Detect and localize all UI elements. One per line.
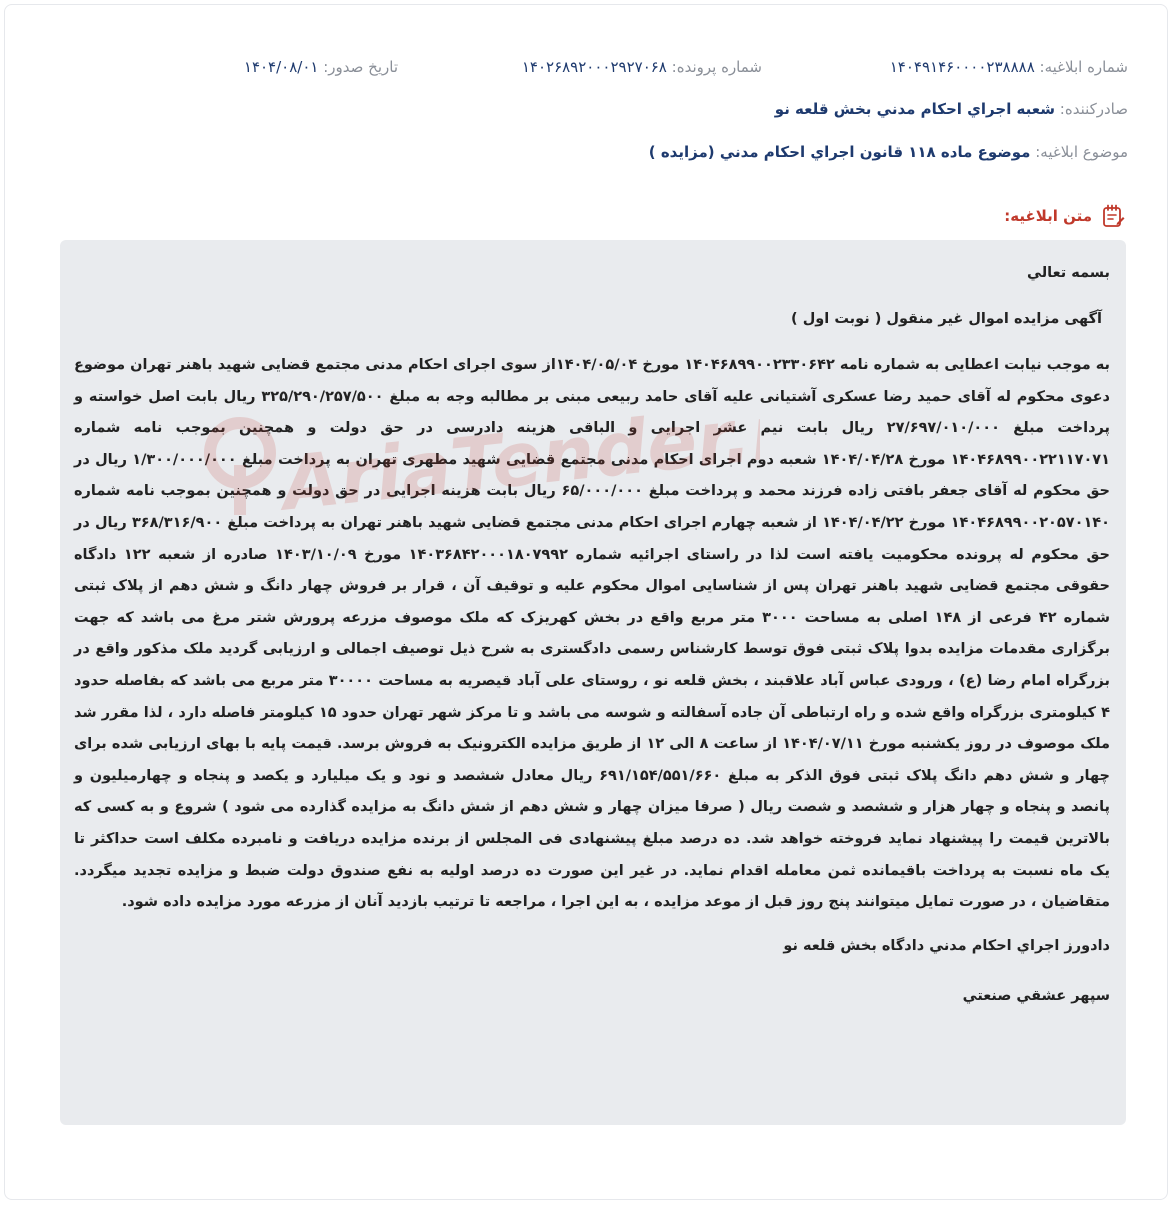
issue-date-label: تاریخ صدور: — [323, 58, 398, 76]
issuer — [775, 100, 1128, 118]
notice-subject — [649, 143, 1128, 161]
notice-body: به موجب نیابت اعطایی به شماره نامه ۱۴۰۴۶۸۹۹۰۰۲۳۳۰۶۴۲ مورخ ۱۴۰۴/۰۵/۰۴از سوی اجرای احکام مدنی مجتمع قضایی شهید باهنر تهران موضوع دعوی محکوم له آقای حمید رضا عسکری آشتیانی علیه آقای حامد ربیعی مبنی بر مطالبه وجه به مبلغ ۳۲۵/۲۹۰/۲۵۷/۵۰۰ ریال بابت اصل خواسته و پرداخت مبلغ ۲۷/۶۹۷/۰۱۰/۰۰۰ ریال بابت نیم عشر اجرایی و الباقی هزینه دادرسی در حق دولت و همچنین بموجب نامه شماره ۱۴۰۴۶۸۹۹۰۰۲۲۱۱۷۰۷۱ مورخ ۱۴۰۴/۰۴/۲۸ شعبه دوم اجرای احکام مدنی مجتمع قضایی شهید مطهری تهران به پرداخت مبلغ ۱/۳۰۰/۰۰۰/۰۰۰ ریال در حق محکوم له آقای جعفر بافتی زاده فرزند محمد و پرداخت مبلغ ۶۵/۰۰۰/۰۰۰ ریال بابت هزینه اجرایی در حق دولت و همچنین بموجب نامه شماره ۱۴۰۴۶۸۹۹۰۰۲۰۵۷۰۱۴۰ مورخ ۱۴۰۴/۰۴/۲۲ از شعبه چهارم اجرای احکام مدنی مجتمع قضایی شهید باهنر تهران به پرداخت مبلغ ۳۶۸/۳۱۶/۹۰۰ ریال در حق محکوم له پرونده محکومیت یافته است لذا در راستای اجرائیه شماره ۱۴۰۳۶۸۴۲۰۰۰۱۸۰۷۹۹۲ مورخ ۱۴۰۳/۱۰/۰۹ صادره از شعبه ۱۲۲ دادگاه حقوقی مجتمع قضایی شهید باهنر تهران پس از شناسایی اموال محکوم علیه و توقیف آن ، قرار بر فروش چهار دانگ و شش دهم از پلاک ثبتی شماره ۴۲ فرعی از ۱۴۸ اصلی به مساحت ۳۰۰۰ متر مربع واقع در بخش کهریزک که ملک موصوف مزرعه پرورش شتر مرغ می باشد که جهت برگزاری مقدمات مزایده بدوا پلاک ثبتی فوق توسط کارشناس رسمی دادگستری به شرح ذیل توصیف اجمالی و ارزیابی گردید ملک مذکور واقع در بزرگراه امام رضا (ع) ، ورودی عباس آباد علاقبند ، بخش قلعه نو ، روستای علی آباد قیصریه به مساحت ۳۰۰۰۰ متر مربع می باشد که بفاصله حدود ۴ کیلومتری بزرگراه واقع شده و راه ارتباطی آن جاده آسفالته و شوسه می باشد و تا مرکز شهر تهران حدود ۱۵ کیلومتر فاصله دارد ، لذا مقرر شد ملک موصوف در روز یکشنبه مورخ ۱۴۰۴/۰۷/۱۱ از ساعت ۸ الی ۱۲ از طریق مزایده الکترونیک به فروش برسد. قیمت پایه با بهای ارزیابی شده برای چهار و شش دهم دانگ پلاک ثبتی فوق الذکر به مبلغ ۶۹۱/۱۵۴/۵۵۱/۶۶۰ ریال معادل ششصد و نود و یک میلیارد و یکصد و پنجاه و چهارمیلیون و پانصد و پنجاه و چهار هزار و ششصد و شصت ریال ( صرفا میزان چهار و شش دهم از شش دانگ به مزایده گذارده می شود ) شروع و به کسی که بالاترین قیمت را پیشنهاد نماید فروخته خواهد شد. ده درصد مبلغ پیشنهادی فی المجلس از برنده مزایده دریافت و نامبرده مکلف است حداکثر تا یک ماه نسبت به پرداخت باقیمانده ثمن معامله اقدام نماید. در غیر این صورت ده درصد اولیه به نفع صندوق دولت ضبط و مزایده تجدید میگردد. متقاضیان ، در صورت تمایل میتوانند پنج روز قبل از موعد مزایده ، به این اجرا ، مراجعه تا ترتیب بازدید آنان از مزرعه مورد مزایده داده شود. — [74, 357, 1111, 911]
notice-section-title — [1004, 203, 1126, 229]
issue-date-value: ۱۴۰۴/۰۸/۰۱ — [243, 58, 319, 76]
notice-heading: بسمه تعالي — [1027, 265, 1110, 281]
notice-content — [60, 240, 1126, 1125]
subject-label: موضوع ابلاغیه: — [1035, 143, 1128, 161]
case-number-label: شماره پرونده: — [671, 58, 762, 76]
issue-date — [244, 58, 398, 76]
issuer-value: شعبه اجراي احكام مدني بخش قلعه نو — [774, 100, 1055, 118]
subject-value: موضوع ماده ۱۱۸ قانون اجراي احكام مدني (مزايده ) — [648, 143, 1031, 161]
signature-name: سپهر عشقي صنعتي — [962, 987, 1110, 1004]
case-number — [522, 58, 762, 76]
notice-subheading: آگهی مزایده اموال غیر منقول ( نوبت اول ) — [791, 311, 1102, 327]
notice-number — [890, 58, 1128, 76]
notice-number-value: ۱۴۰۴۹۱۴۶۰۰۰۰۲۳۸۸۸۸ — [889, 58, 1035, 76]
notepad-icon — [1100, 203, 1126, 229]
signature-title: دادورز اجراي احكام مدني دادگاه بخش قلعه نو — [783, 937, 1110, 954]
issuer-label: صادرکننده: — [1059, 100, 1128, 118]
notice-number-label: شماره ابلاغیه: — [1039, 58, 1128, 76]
case-number-value: ۱۴۰۲۶۸۹۲۰۰۰۲۹۲۷۰۶۸ — [521, 58, 667, 76]
notice-section-label: متن ابلاغیه: — [1004, 207, 1092, 225]
